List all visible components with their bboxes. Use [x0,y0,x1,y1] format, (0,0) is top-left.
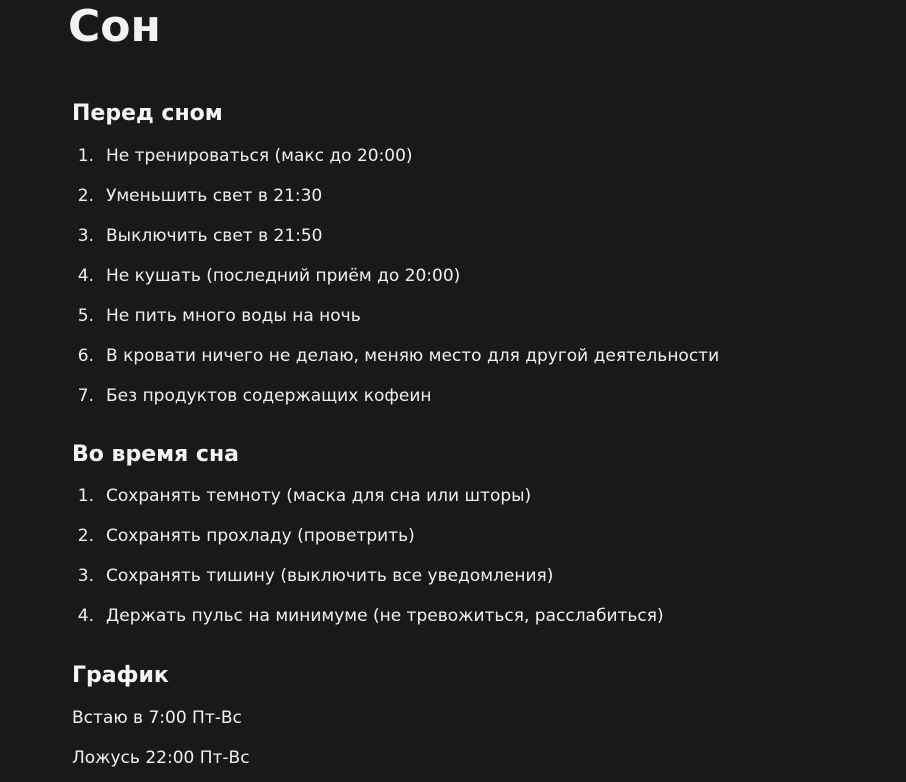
list-item-text: В кровати ничего не делаю, меняю место для другой деятельности [106,346,720,366]
list-item-text: Не тренироваться (макс до 20:00) [106,146,413,166]
list-item-number: 4. [77,266,94,286]
list-item-text: Уменьшить свет в 21:30 [106,186,323,206]
schedule-wake-up: Встаю в 7:00 Пт-Вс [72,708,242,728]
list-item-text: Без продуктов содержащих кофеин [106,386,432,406]
list-item-text: Сохранять прохладу (проветрить) [106,526,415,546]
list-item-text: Выключить свет в 21:50 [106,226,323,246]
list-item-number: 6. [77,346,94,366]
section-heading-schedule: График [72,663,169,688]
list-item-text: Сохранять тишину (выключить все уведомления) [106,566,554,586]
schedule-bedtime: Ложусь 22:00 Пт-Вс [72,748,250,768]
list-item-number: 3. [77,566,94,586]
list-item-text: Держать пульс на минимуме (не тревожиться, расслабиться) [106,606,664,626]
list-item-text: Не пить много воды на ночь [106,306,361,326]
list-item-number: 4. [77,606,94,626]
list-item-number: 2. [77,186,94,206]
list-item-number: 1. [77,486,94,506]
list-item-number: 2. [77,526,94,546]
list-item-number: 3. [77,226,94,246]
list-item-text: Не кушать (последний приём до 20:00) [106,266,461,286]
list-item-number: 5. [77,306,94,326]
list-item-number: 7. [77,386,94,406]
list-item-number: 1. [77,146,94,166]
section-heading-during-sleep: Во время сна [72,442,239,467]
page-title: Сон [68,1,161,52]
list-item-text: Сохранять темноту (маска для сна или шторы) [106,486,532,506]
section-heading-before-sleep: Перед сном [72,101,223,126]
